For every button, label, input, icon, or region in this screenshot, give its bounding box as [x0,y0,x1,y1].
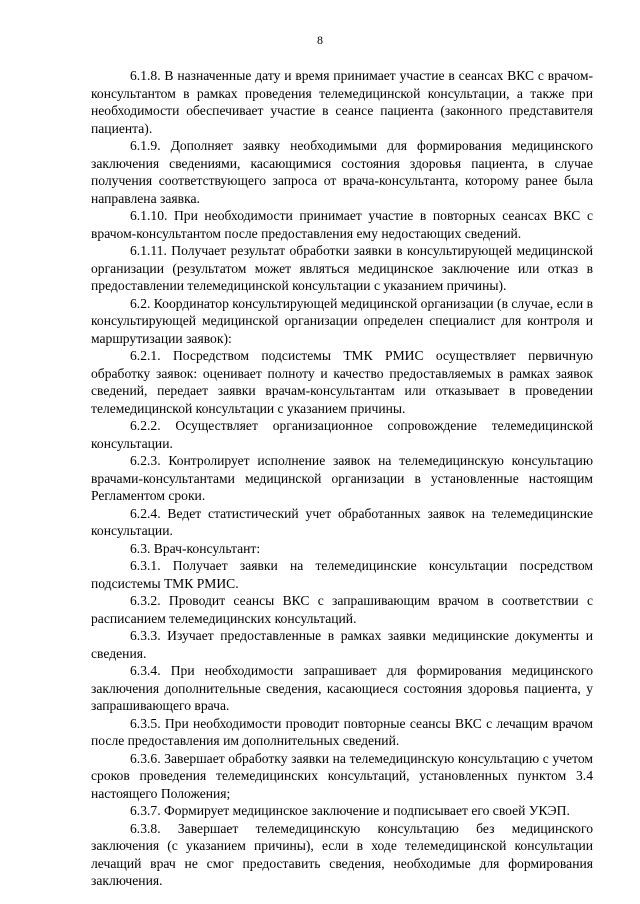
paragraph-6-2-4: 6.2.4. Ведет статистический учет обработанных заявок на телемедицинские консультации. [91,505,593,538]
paragraph-6-3: 6.3. Врач-консультант: [130,540,261,556]
paragraph-6-1-9: 6.1.9. Дополняет заявку необходимыми для формирования медицинского заключения сведениями, касающимися состояния здоровья пациента, в случае получения соответствующего запроса от врача-консультанта, которому ранее была направлена заявка. [91,138,593,206]
document-body [91,67,593,890]
paragraph-6-2-2: 6.2.2. Осуществляет организационное сопровождение телемедицинской консультации. [91,418,593,451]
paragraph-6-3-4: 6.3.4. При необходимости запрашивает для формирования медицинского заключения дополнительные сведения, касающиеся состояния здоровья пациента, у запрашивающего врача. [91,663,593,713]
paragraph-6-3-8: 6.3.8. Завершает телемедицинскую консультацию без медицинского заключения (с указанием причины), если в ходе телемедицинской консультации лечащий врач не смог предоставить сведения, необходимые для формирования заключения. [91,820,593,888]
paragraph-6-3-5: 6.3.5. При необходимости проводит повторные сеансы ВКС с лечащим врачом после предоставления им дополнительных сведений. [91,715,593,748]
paragraph-6-3-1: 6.3.1. Получает заявки на телемедицинские консультации посредством подсистемы ТМК РМИС. [91,558,593,591]
paragraph-6-3-7: 6.3.7. Формирует медицинское заключение и подписывает его своей УКЭП. [130,803,570,818]
paragraph-6-1-11: 6.1.11. Получает результат обработки заявки в консультирующей медицинской организации (результатом может являться медицинское заключение или отказ в предоставлении телемедицинской консультации с указанием причины). [91,243,593,293]
page-number: 8 [317,33,323,47]
paragraph-6-3-2: 6.3.2. Проводит сеансы ВКС с запрашивающим врачом в соответствии с расписанием телемедицинских консультаций. [91,593,593,626]
paragraph-6-2: 6.2. Координатор консультирующей медицинской организации (в случае, если в консультирующей медицинской организации определен специалист для контроля и маршрутизации заявок): [91,295,593,346]
paragraph-6-1-8: 6.1.8. В назначенные дату и время принимает участие в сеансах ВКС с врачом-консультантом в рамках проведения телемедицинской консультации, а также при необходимости обеспечивает участие в сеансе пациента (законного представителя пациента). [91,68,593,136]
paragraph-6-2-1: 6.2.1. Посредством подсистемы ТМК РМИС осуществляет первичную обработку заявок: оценивает полноту и качество предоставляемых в рамках заявок сведений, передает заявки врачам-консультантам или отказывает в проведении телемедицинской консультации с указанием причины. [91,348,593,416]
paragraph-6-2-3: 6.2.3. Контролирует исполнение заявок на телемедицинскую консультацию врачами-консультантами медицинской организации в установленные настоящим Регламентом сроки. [91,453,593,503]
paragraph-6-3-6: 6.3.6. Завершает обработку заявки на телемедицинскую консультацию с учетом сроков проведения телемедицинских консультаций, установленных пунктом 3.4 настоящего Положения; [91,750,593,801]
paragraph-6-3-3: 6.3.3. Изучает предоставленные в рамках заявки медицинские документы и сведения. [91,628,593,661]
paragraph-6-1-10: 6.1.10. При необходимости принимает участие в повторных сеансах ВКС с врачом-консультантом после предоставления ему недостающих сведений. [91,208,593,241]
